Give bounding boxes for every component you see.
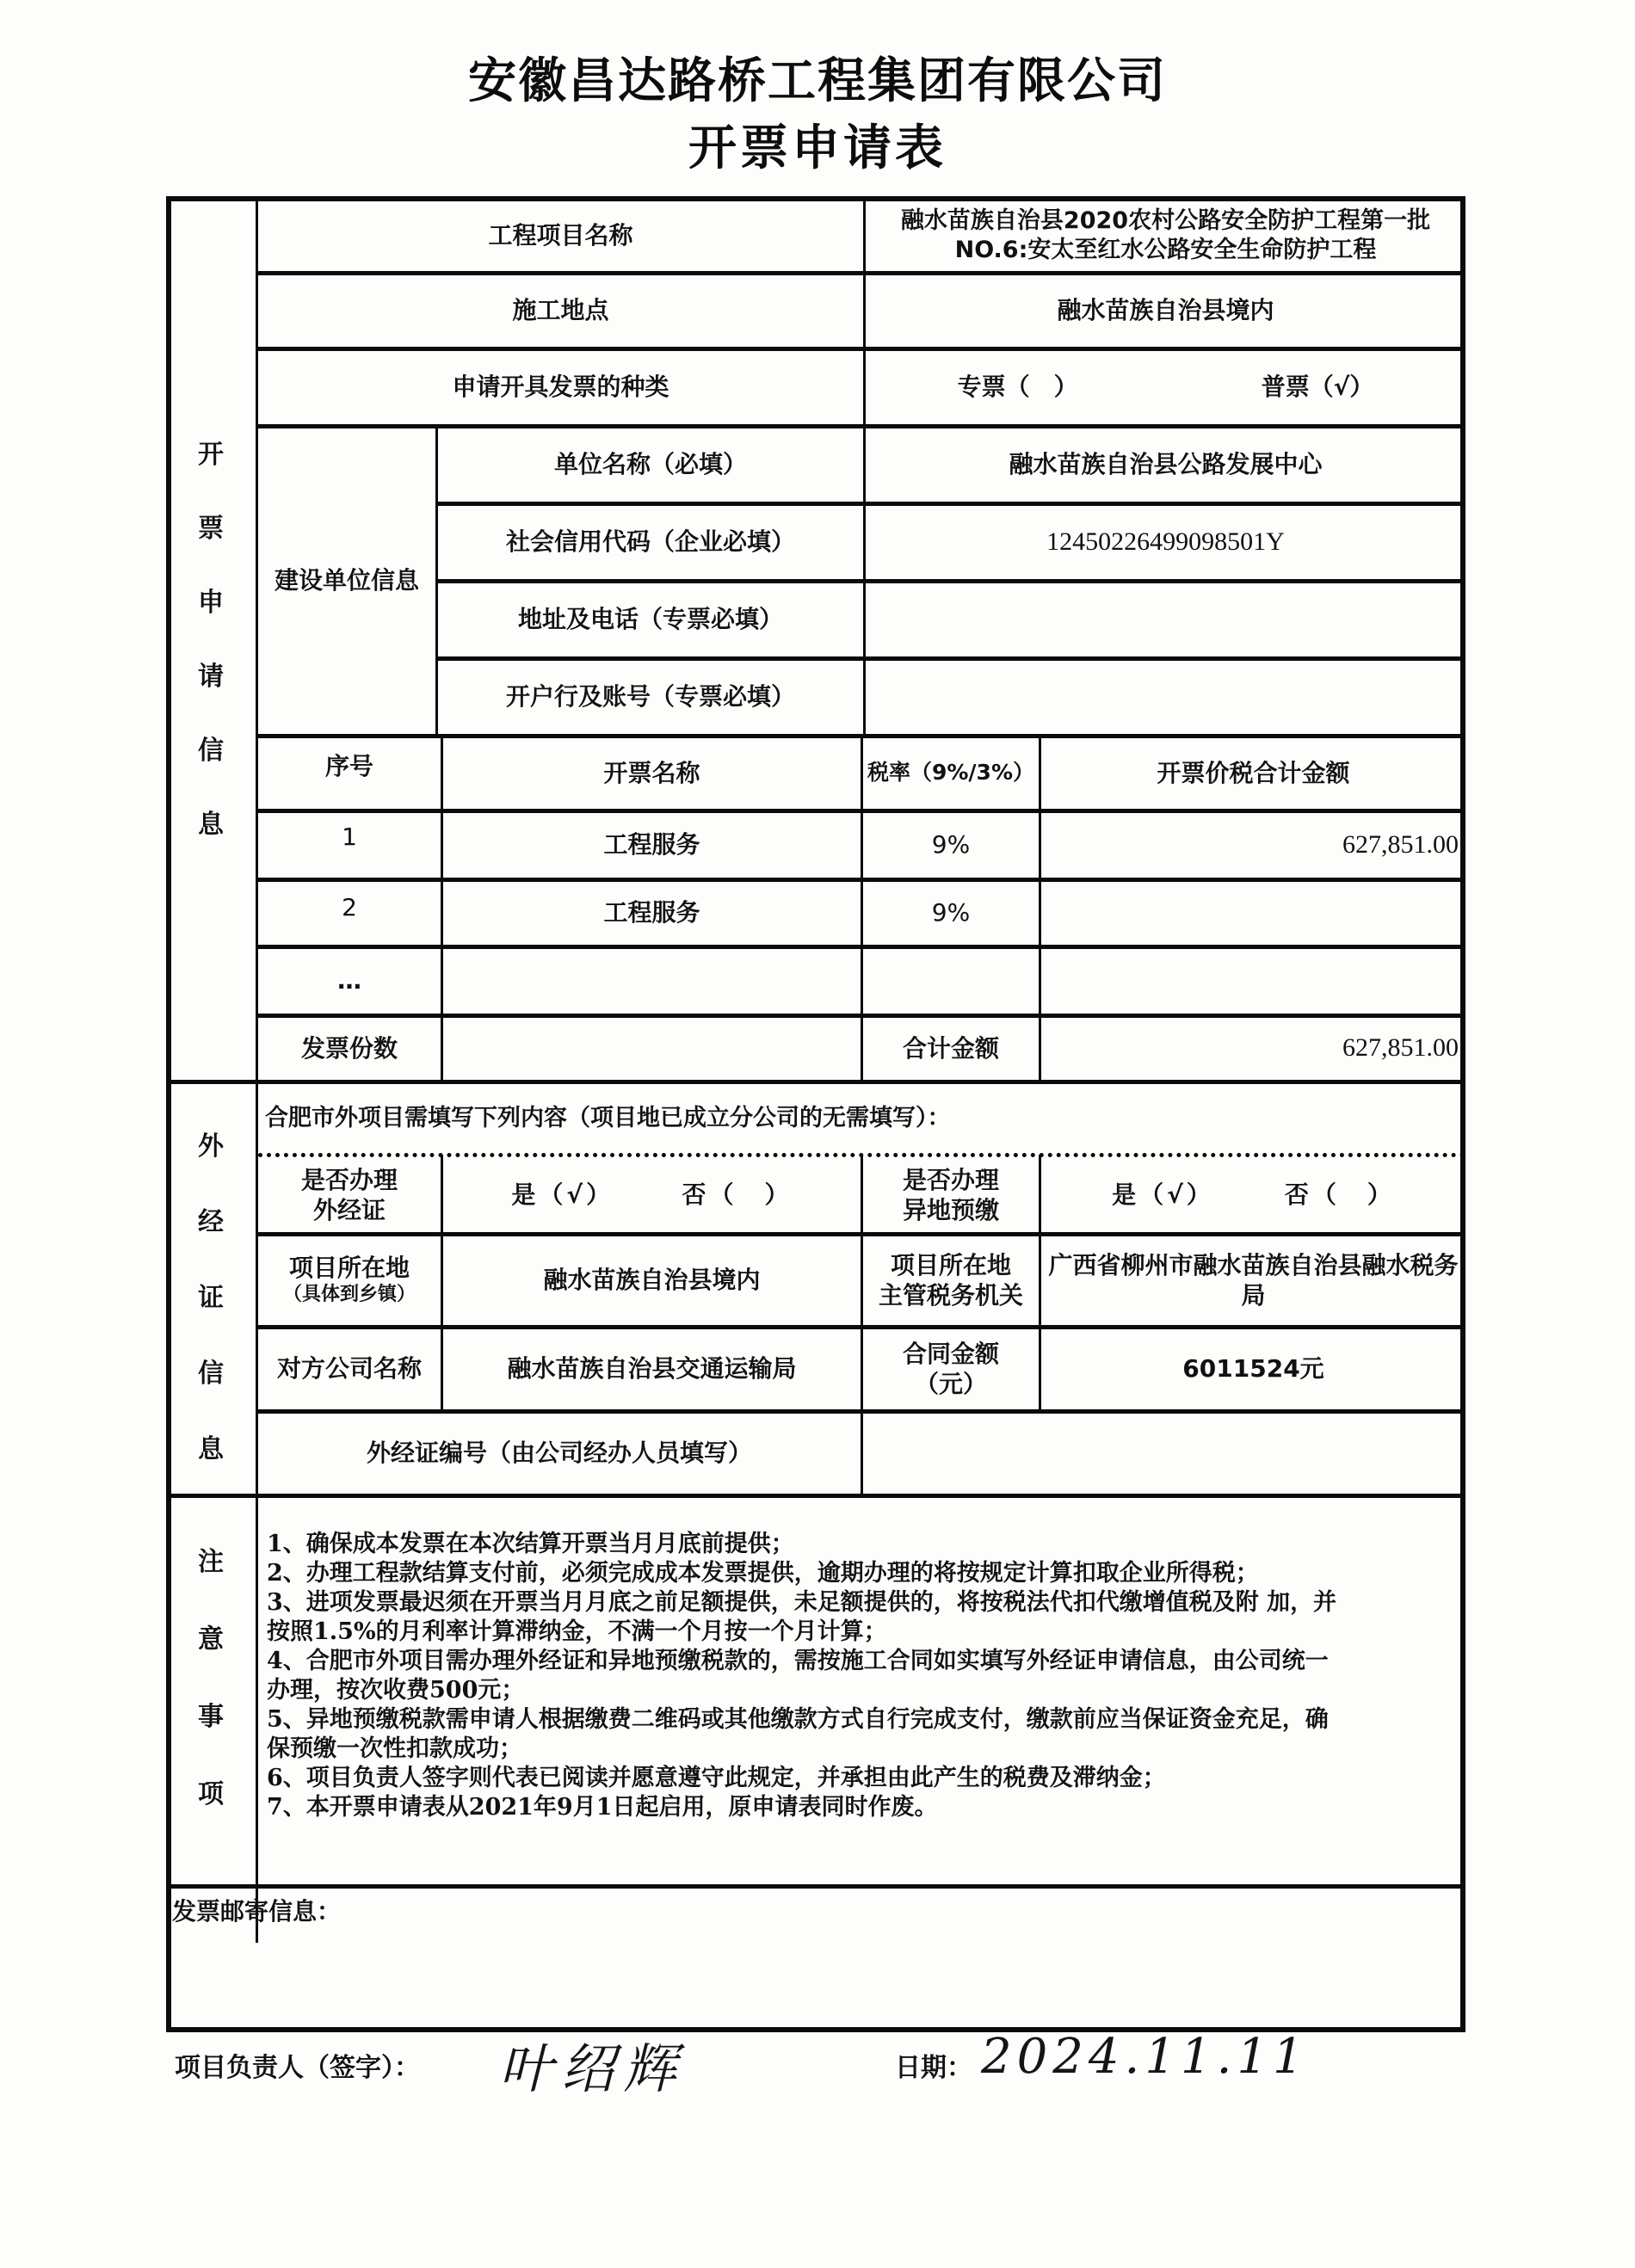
site-label: 施工地点 — [512, 296, 609, 324]
counterparty-value[interactable]: 融水苗族自治县交通运输局 — [507, 1354, 797, 1383]
permit-number-value[interactable] — [863, 1412, 1465, 1494]
handle-permit-label-line2: 外经证 — [312, 1195, 386, 1224]
item-row-2-name[interactable]: 工程服务 — [603, 898, 700, 927]
mailing-info-label: 发票邮寄信息： — [172, 1897, 342, 1926]
section-label-char: 项 — [198, 1779, 224, 1809]
contract-amount-label-line2: （元） — [914, 1369, 987, 1398]
handle-permit-yes-checkbox[interactable]: 是（√） — [511, 1180, 614, 1209]
note-line: 保预缴一次性扣款成功； — [267, 1735, 522, 1762]
col-header-rate: 税率（9%/3%） — [867, 760, 1035, 786]
project-name-value[interactable] — [866, 200, 1465, 271]
item-row-3-rate[interactable] — [863, 947, 1039, 1014]
total-amount-value[interactable]: 627,851.00 — [1342, 1033, 1459, 1063]
location-label — [258, 1235, 441, 1325]
tax-office-label-line2: 主管税务机关 — [878, 1280, 1023, 1310]
item-row-3-no: … — [337, 966, 361, 995]
prepay-options — [1041, 1157, 1465, 1232]
project-name-label: 工程项目名称 — [488, 221, 633, 250]
handle-permit-options — [443, 1157, 861, 1232]
note-line: 4、合肥市外项目需办理外经证和异地预缴税款的，需按施工合同如实填写外经证申请信息，由公司统一 — [267, 1648, 1329, 1674]
address-phone-value[interactable] — [866, 582, 1465, 656]
date-value[interactable]: 2024.11.11 — [981, 2029, 1309, 2085]
col-header-name: 开票名称 — [603, 758, 700, 787]
invoice-count-value[interactable] — [443, 1016, 861, 1080]
contract-amount-label — [863, 1328, 1039, 1409]
address-phone-label: 地址及电话（专票必填） — [517, 605, 783, 633]
section-label-char: 信 — [198, 736, 224, 766]
invoice-type-normal-checkbox[interactable]: 普票（√） — [1261, 373, 1374, 401]
tax-office-value[interactable]: 广西省柳州市融水苗族自治县融水税务局 — [1048, 1250, 1459, 1310]
section-label-char: 外 — [198, 1131, 224, 1162]
section-label-char: 证 — [198, 1283, 224, 1313]
credit-code-label: 社会信用代码（企业必填） — [505, 527, 795, 556]
item-row-2-rate[interactable]: 9% — [931, 898, 971, 927]
note-line: 按照1.5%的月利率计算滞纳金，不满一个月按一个月计算； — [267, 1618, 887, 1645]
date-label: 日期： — [895, 2053, 972, 2083]
project-name-line1: 融水苗族自治县2020农村公路安全防护工程第一批 — [900, 206, 1431, 234]
invoice-type-options — [866, 349, 1465, 424]
location-value[interactable]: 融水苗族自治县境内 — [543, 1266, 761, 1294]
section-label-invoice-info — [166, 430, 256, 843]
note-line: 1、确保成本发票在本次结算开票当月月底前提供； — [267, 1531, 794, 1557]
section-divider — [166, 1494, 1465, 1498]
item-row-1-rate[interactable]: 9% — [931, 830, 971, 859]
site-value[interactable]: 融水苗族自治县境内 — [1057, 296, 1274, 324]
handle-permit-no-checkbox[interactable]: 否（ ） — [682, 1180, 793, 1209]
item-row-2-no: 2 — [342, 893, 357, 921]
prepay-label-line2: 异地预缴 — [902, 1195, 999, 1224]
signature[interactable]: 叶绍辉 — [499, 2037, 686, 2100]
section-label-char: 息 — [198, 810, 224, 840]
item-row-1-amount[interactable]: 627,851.00 — [1342, 829, 1459, 859]
invoice-type-special-checkbox[interactable]: 专票（ ） — [957, 373, 1078, 401]
prepay-label-line1: 是否办理 — [902, 1165, 999, 1194]
location-label-line2: （具体到乡镇） — [282, 1284, 416, 1306]
section-label-char: 开 — [198, 440, 224, 470]
section-divider — [166, 1080, 1465, 1084]
item-row-2-amount[interactable] — [1041, 880, 1465, 945]
handle-permit-label-line1: 是否办理 — [300, 1165, 398, 1194]
permit-number-label: 外经证编号（由公司经办人员填写） — [366, 1439, 752, 1467]
note-line: 6、项目负责人签字则代表已阅读并愿意遵守此规定，并承担由此产生的税费及滞纳金； — [267, 1765, 1166, 1791]
signer-label: 项目负责人（签字）： — [175, 2053, 420, 2083]
total-amount-label: 合计金额 — [902, 1033, 999, 1063]
builder-name-value[interactable]: 融水苗族自治县公路发展中心 — [1009, 450, 1323, 478]
col-header-no: 序号 — [324, 751, 373, 780]
project-name-line2: NO.6:安太至红水公路安全生命防护工程 — [954, 236, 1377, 263]
section-label-char: 申 — [198, 588, 224, 618]
item-row-1-name[interactable]: 工程服务 — [603, 830, 700, 859]
prepay-yes-checkbox[interactable]: 是（√） — [1112, 1180, 1214, 1209]
section-label-char: 经 — [198, 1207, 224, 1237]
form-title: 开票申请表 — [688, 120, 947, 176]
item-row-1-no: 1 — [342, 823, 357, 851]
credit-code-value[interactable]: 12450226499098501Y — [1046, 527, 1285, 556]
permit-instruction: 合肥市外项目需填写下列内容（项目地已成立分公司的无需填写）： — [265, 1105, 951, 1132]
col-header-amount: 开票价税合计金额 — [1157, 758, 1350, 787]
section-label-char: 息 — [198, 1434, 224, 1464]
note-line: 2、办理工程款结算支付前，必须完成成本发票提供，逾期办理的将按规定计算扣取企业所得税； — [267, 1560, 1259, 1587]
counterparty-label: 对方公司名称 — [276, 1354, 422, 1383]
note-line: 5、异地预缴税款需申请人根据缴费二维码或其他缴款方式自行完成支付，缴款前应当保证资金充足，确 — [267, 1706, 1329, 1733]
section-label-char: 意 — [198, 1624, 224, 1655]
section-label-char: 信 — [198, 1359, 224, 1389]
section-label-notes — [166, 1499, 256, 1852]
section-label-char: 注 — [198, 1547, 224, 1577]
tax-office-label — [863, 1235, 1039, 1325]
section-divider — [166, 1884, 1465, 1889]
company-title: 安徽昌达路桥工程集团有限公司 — [468, 53, 1167, 109]
tax-office-label-line1: 项目所在地 — [890, 1250, 1011, 1279]
notes-list — [267, 1530, 1459, 1822]
contract-amount-label-line1: 合同金额 — [902, 1339, 999, 1368]
section-label-char: 事 — [198, 1702, 224, 1732]
invoice-type-label: 申请开具发票的种类 — [452, 373, 669, 401]
builder-group-label: 建设单位信息 — [274, 566, 419, 595]
prepay-label — [863, 1157, 1039, 1232]
invoice-count-label: 发票份数 — [300, 1033, 398, 1063]
location-label-line1: 项目所在地 — [288, 1254, 410, 1283]
handle-permit-label — [258, 1157, 441, 1232]
bank-account-label: 开户行及账号（专票必填） — [505, 682, 795, 711]
builder-name-label: 单位名称（必填） — [553, 450, 747, 478]
bank-account-value[interactable] — [866, 659, 1465, 734]
note-line: 7、本开票申请表从2021年9月1日起启用，原申请表同时作废。 — [267, 1794, 938, 1821]
section-label-char: 票 — [198, 514, 224, 544]
note-line: 3、进项发票最迟须在开票当月月底之前足额提供，未足额提供的，将按税法代扣代缴增值税及附 加，并 — [267, 1589, 1337, 1616]
note-line: 办理，按次收费500元； — [267, 1677, 525, 1704]
section-label-permit-info — [166, 1084, 256, 1506]
prepay-no-checkbox[interactable]: 否（ ） — [1284, 1180, 1395, 1209]
item-row-3-name[interactable] — [443, 947, 861, 1014]
item-row-3-amount[interactable] — [1041, 947, 1465, 1014]
section-label-char: 请 — [198, 662, 224, 692]
contract-amount-value[interactable]: 6011524元 — [1182, 1354, 1324, 1383]
mailing-info-value[interactable] — [172, 1932, 1459, 2026]
